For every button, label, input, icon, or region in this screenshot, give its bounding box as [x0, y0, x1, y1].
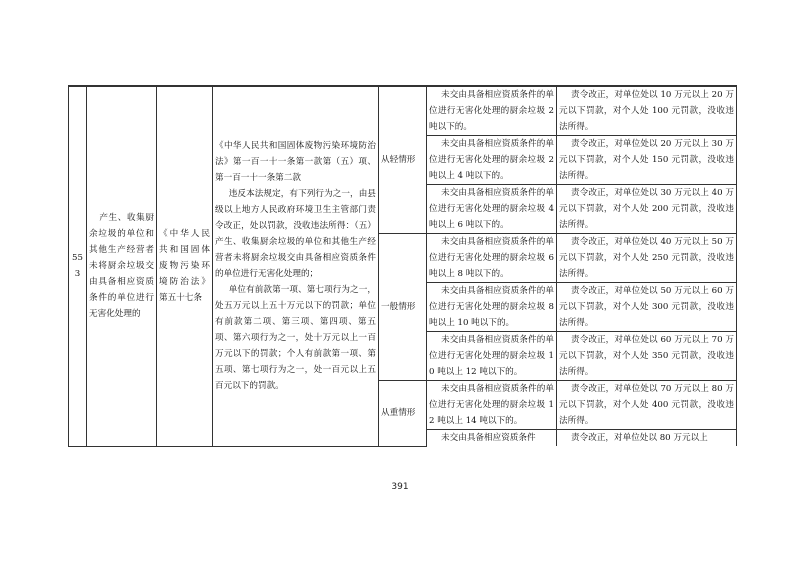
penalty-cell: 责令改正，对单位处以 60 万元以上 70 万元以下罚款，对个人处 350 元罚款，没收违法所得。: [557, 332, 737, 381]
severity-aggravated: 从重情形: [379, 381, 427, 447]
page-number: 391: [391, 482, 409, 492]
penalty-cell: 责令改正，对单位处以 80 万元以上: [557, 430, 737, 447]
condition-cell: 未交由具备相应资质条件: [427, 430, 557, 447]
condition-cell: 未交由具备相应资质条件的单位进行无害化处理的厨余垃圾 10 吨以上 12 吨以下的。: [427, 332, 557, 381]
penalty-cell: 责令改正，对单位处以 30 万元以上 40 万元以下罚款，对个人处 200 元罚款，没收违法所得。: [557, 185, 737, 234]
provision-citation: 《中华人民共和国固体废物污染环境防治法》第一百一十一条第一款第（五）项、第一百一十一条第二款: [215, 141, 376, 184]
penalty-provision: [213, 86, 379, 446]
provision-amounts: 单位有前款第一项、第七项行为之一，处五万元以上五十万元以下的罚款；单位有前款第二项、第三项、第四项、第五项、第六项行为之一，处十万元以上一百万元以下的罚款；个人有前款第一项、第五项、第七项行为之一，处一百元以上五百元以下的罚款。: [215, 285, 376, 392]
condition-cell: 未交由具备相应资质条件的单位进行无害化处理的厨余垃圾 4 吨以上 6 吨以下的。: [427, 185, 557, 234]
condition-cell: 未交由具备相应资质条件的单位进行无害化处理的厨余垃圾 2 吨以下的。: [427, 86, 557, 136]
penalty-cell: 责令改正，对单位处以 70 万元以上 80 万元以下罚款，对个人处 400 元罚款，没收违法所得。: [557, 381, 737, 430]
condition-cell: 未交由具备相应资质条件的单位进行无害化处理的厨余垃圾 2 吨以上 4 吨以下的。: [427, 136, 557, 185]
penalty-cell: 责令改正，对单位处以 10 万元以上 20 万元以下罚款，对个人处 100 元罚款，没收违法所得。: [557, 86, 737, 136]
condition-cell: 未交由具备相应资质条件的单位进行无害化处理的厨余垃圾 8 吨以上 10 吨以下的。: [427, 283, 557, 332]
severity-general: 一般情形: [379, 234, 427, 381]
legal-basis: 《中华人民共和国固体废物污染环境防治法》第五十七条: [157, 86, 213, 446]
violation-description: 产生、收集厨余垃圾的单位和其他生产经营者未将厨余垃圾交由具备相应资质条件的单位进行无害化处理的: [87, 86, 157, 446]
severity-lenient: 从轻情形: [379, 86, 427, 234]
provision-clause: 违反本法规定，有下列行为之一，由县级以上地方人民政府环境卫生主管部门责令改正，处以罚款，没收违法所得：（五）产生、收集厨余垃圾的单位和其他生产经营者未将厨余垃圾交由具备相应资质条件的单位进行无害化处理的；: [215, 189, 376, 280]
penalty-cell: 责令改正，对单位处以 20 万元以上 30 万元以下罚款，对个人处 150 元罚款，没收违法所得。: [557, 136, 737, 185]
penalty-cell: 责令改正，对单位处以 50 万元以上 60 万元以下罚款，对个人处 300 元罚款，没收违法所得。: [557, 283, 737, 332]
penalty-cell: 责令改正，对单位处以 40 万元以上 50 万元以下罚款，对个人处 250 元罚款，没收违法所得。: [557, 234, 737, 283]
condition-cell: 未交由具备相应资质条件的单位进行无害化处理的厨余垃圾 6 吨以上 8 吨以下的。: [427, 234, 557, 283]
item-number: 553: [69, 86, 87, 446]
condition-cell: 未交由具备相应资质条件的单位进行无害化处理的厨余垃圾 12 吨以上 14 吨以下的。: [427, 381, 557, 430]
penalty-standard-table: [68, 85, 737, 447]
